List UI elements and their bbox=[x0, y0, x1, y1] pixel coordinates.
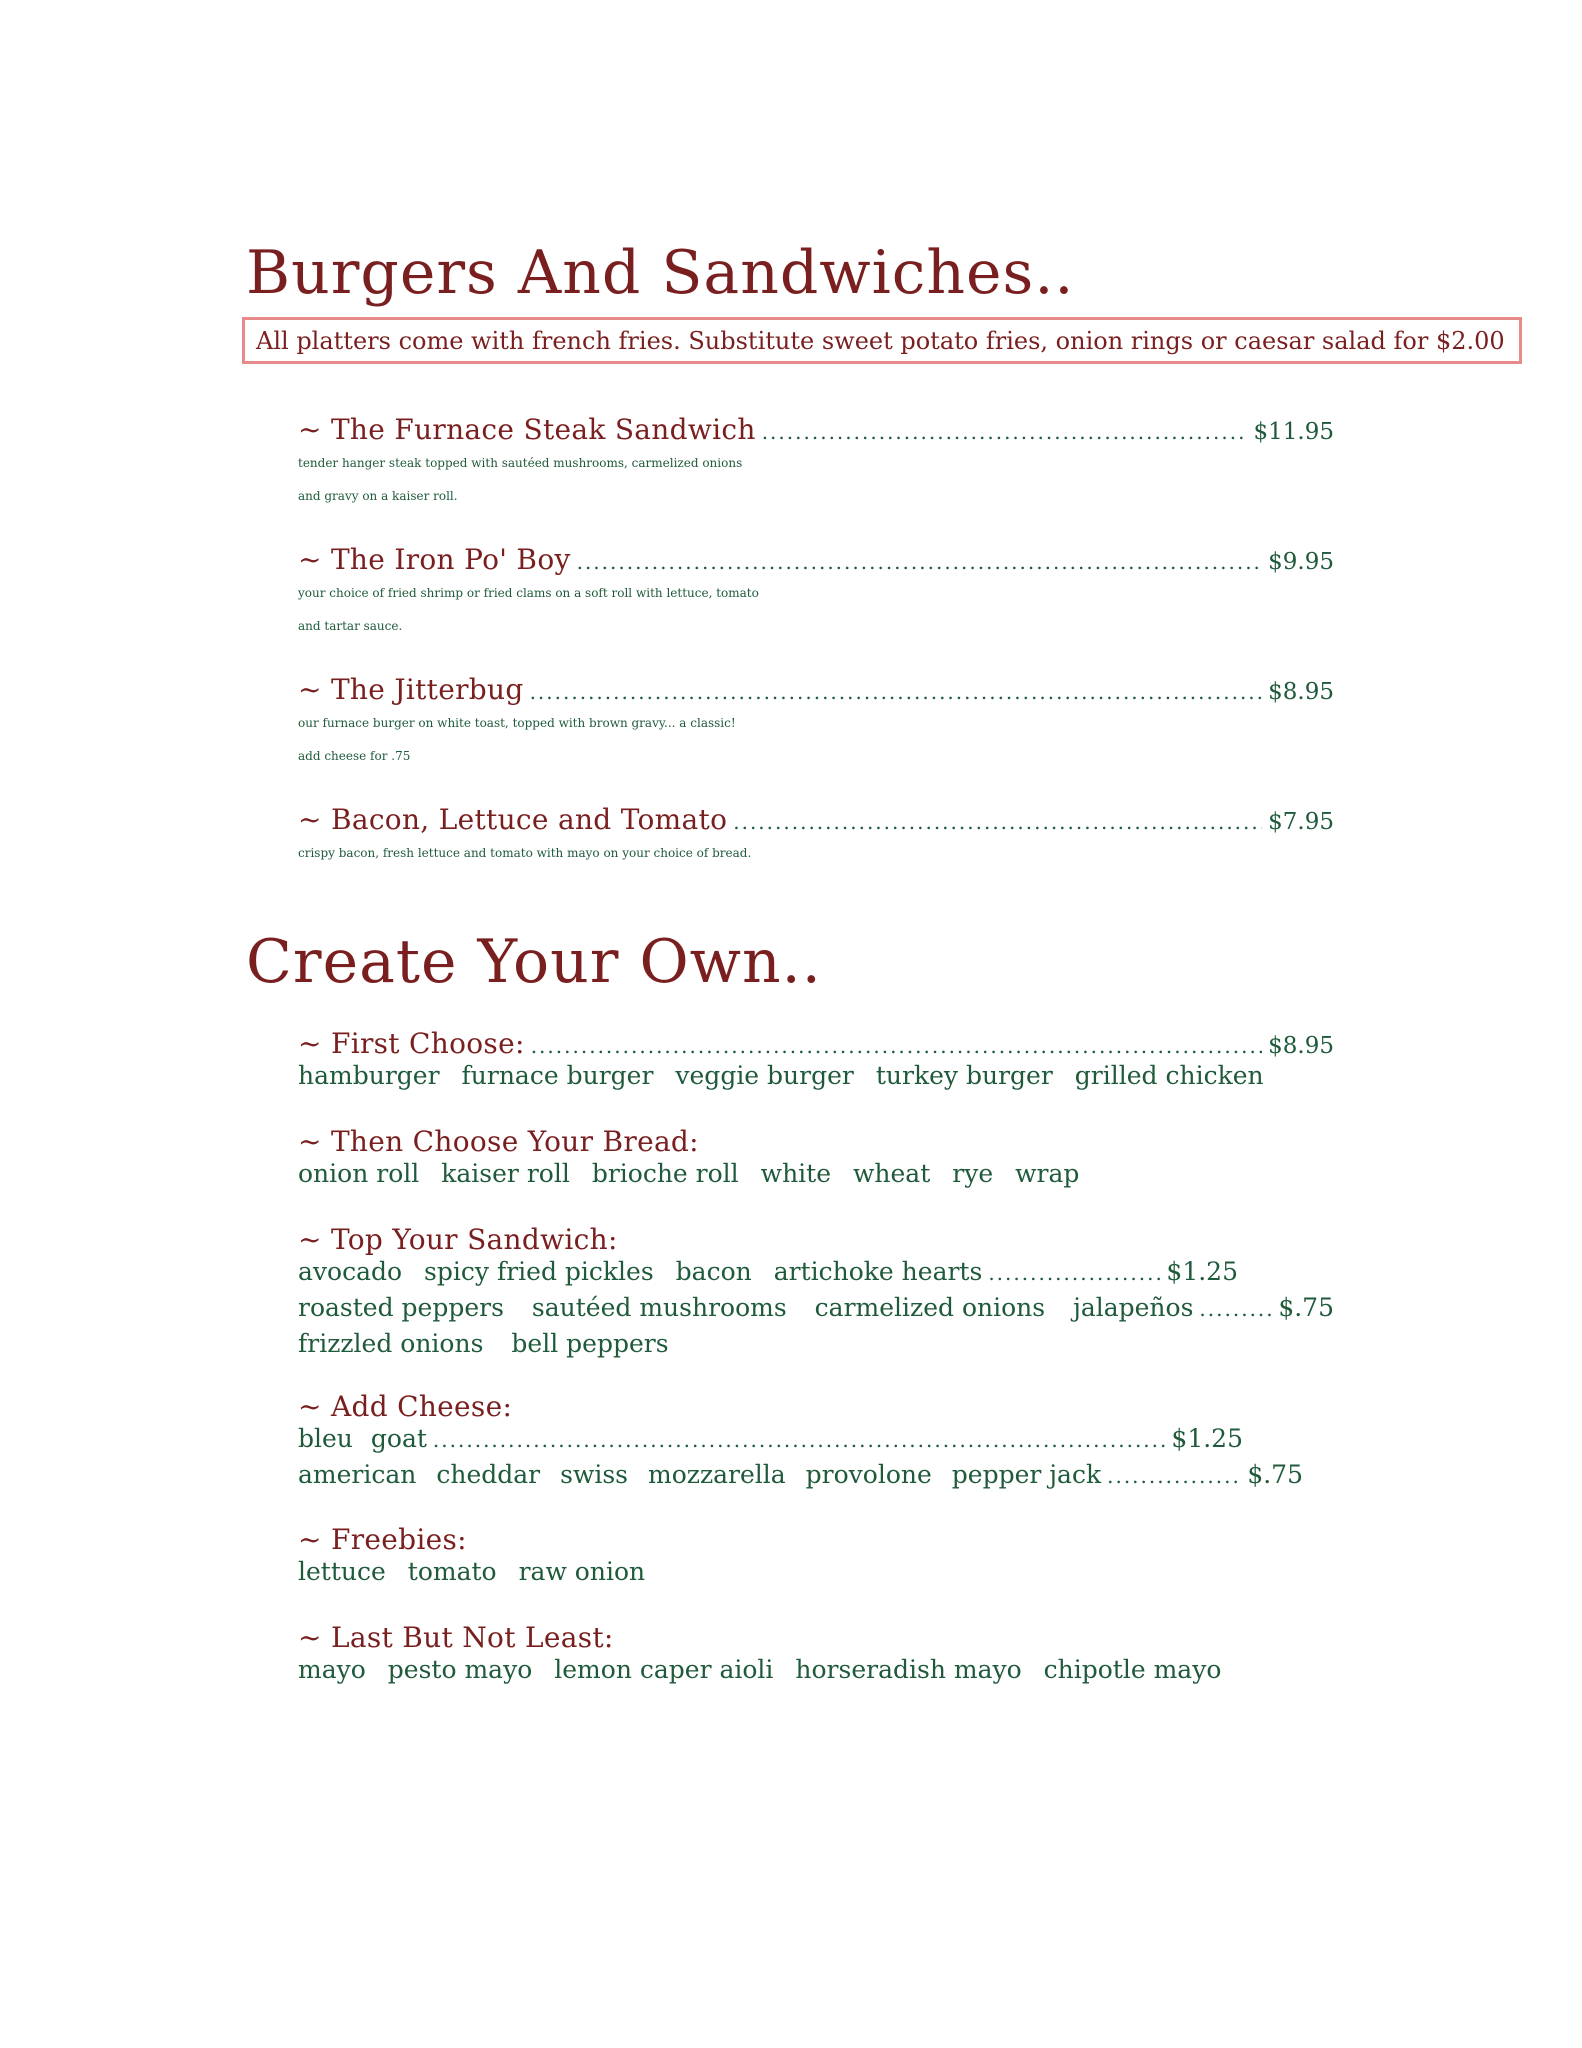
step-name: ~ Add Cheese: bbox=[298, 1390, 513, 1423]
item-name: ~ Bacon, Lettuce and Tomato bbox=[298, 803, 728, 836]
option: roasted peppers bbox=[298, 1293, 504, 1322]
item-description-line: add cheese for .75 bbox=[298, 749, 411, 763]
burgers-section-title: Burgers And Sandwiches.. bbox=[246, 238, 1075, 308]
cheese-line-1 bbox=[298, 1424, 1243, 1460]
leader-dots bbox=[1107, 1464, 1241, 1488]
menu-item-iron-po-boy bbox=[298, 543, 1334, 643]
create-bread bbox=[298, 1125, 1334, 1195]
leader-dots bbox=[988, 1261, 1160, 1285]
option: sautéed mushrooms bbox=[531, 1293, 787, 1322]
option: carmelized onions bbox=[814, 1293, 1046, 1322]
option: lettuce bbox=[298, 1557, 386, 1586]
leader-dots bbox=[433, 1428, 1166, 1452]
cheese-line-2 bbox=[298, 1460, 1303, 1496]
option: spicy fried pickles bbox=[424, 1257, 654, 1286]
option: artichoke hearts bbox=[773, 1257, 983, 1286]
option: raw onion bbox=[518, 1557, 646, 1586]
option: bleu bbox=[298, 1424, 353, 1453]
item-name: ~ The Iron Po' Boy bbox=[298, 543, 571, 576]
topping-line-1 bbox=[298, 1257, 1238, 1293]
create-toppings bbox=[298, 1223, 1334, 1365]
option: american bbox=[298, 1460, 417, 1489]
step-price: $8.95 bbox=[1268, 1033, 1334, 1059]
option: veggie burger bbox=[675, 1061, 854, 1090]
cheese-price: $.75 bbox=[1247, 1460, 1303, 1489]
platter-note-text: All platters come with french fries. Substitute sweet potato fries, onion rings or caesar salad for $2.00 bbox=[256, 326, 1505, 355]
option: pepper jack bbox=[951, 1460, 1102, 1489]
leader-dots bbox=[1199, 1297, 1272, 1321]
option: hamburger bbox=[298, 1061, 440, 1090]
item-name: ~ The Furnace Steak Sandwich bbox=[298, 413, 756, 446]
option: wrap bbox=[1015, 1159, 1080, 1188]
item-price: $7.95 bbox=[1268, 809, 1334, 835]
option: horseradish mayo bbox=[795, 1655, 1022, 1684]
item-price: $9.95 bbox=[1268, 549, 1334, 575]
create-section-title: Create Your Own.. bbox=[246, 927, 822, 997]
topping-price: $.75 bbox=[1278, 1293, 1334, 1322]
option: goat bbox=[370, 1424, 427, 1453]
create-first-choose bbox=[298, 1027, 1334, 1097]
option: grilled chicken bbox=[1074, 1061, 1264, 1090]
menu-item-blt bbox=[298, 803, 1334, 870]
option: bell peppers bbox=[511, 1329, 669, 1358]
option: turkey burger bbox=[875, 1061, 1053, 1090]
leader-dots bbox=[577, 550, 1263, 574]
option: pesto mayo bbox=[387, 1655, 533, 1684]
option-list bbox=[298, 1557, 1334, 1593]
topping-line-2 bbox=[298, 1293, 1334, 1329]
option-list bbox=[298, 1061, 1334, 1097]
option: provolone bbox=[805, 1460, 932, 1489]
option: avocado bbox=[298, 1257, 403, 1286]
menu-item-furnace-steak bbox=[298, 413, 1334, 513]
option: brioche roll bbox=[591, 1159, 739, 1188]
topping-line-3 bbox=[298, 1329, 1334, 1365]
option-list bbox=[298, 1159, 1334, 1195]
item-description-line: your choice of fried shrimp or fried clams on a soft roll with lettuce, tomato bbox=[298, 586, 759, 600]
item-price: $8.95 bbox=[1268, 679, 1334, 705]
topping-price: $1.25 bbox=[1166, 1257, 1238, 1286]
option: jalapeños bbox=[1073, 1293, 1194, 1322]
leader-dots bbox=[530, 680, 1263, 704]
leader-dots bbox=[733, 810, 1262, 834]
step-name: ~ First Choose: bbox=[298, 1027, 525, 1060]
option: kaiser roll bbox=[441, 1159, 570, 1188]
option: onion roll bbox=[298, 1159, 420, 1188]
option: tomato bbox=[407, 1557, 497, 1586]
item-price: $11.95 bbox=[1253, 419, 1334, 445]
item-name: ~ The Jitterbug bbox=[298, 673, 524, 706]
create-cheese bbox=[298, 1390, 1334, 1496]
option-list bbox=[298, 1655, 1334, 1691]
item-description-line: and tartar sauce. bbox=[298, 619, 403, 633]
step-name: ~ Freebies: bbox=[298, 1523, 467, 1556]
item-description-line: crispy bacon, fresh lettuce and tomato with mayo on your choice of bread. bbox=[298, 846, 752, 860]
option: white bbox=[760, 1159, 832, 1188]
step-name: ~ Then Choose Your Bread: bbox=[298, 1125, 699, 1158]
leader-dots bbox=[762, 420, 1248, 444]
create-condiments bbox=[298, 1621, 1334, 1691]
cheese-price: $1.25 bbox=[1171, 1424, 1243, 1453]
option: chipotle mayo bbox=[1043, 1655, 1222, 1684]
item-description-line: tender hanger steak topped with sautéed mushrooms, carmelized onions bbox=[298, 456, 743, 470]
option: mayo bbox=[298, 1655, 366, 1684]
option: bacon bbox=[675, 1257, 752, 1286]
platter-note bbox=[242, 317, 1522, 364]
item-description-line: and gravy on a kaiser roll. bbox=[298, 489, 458, 503]
create-freebies bbox=[298, 1523, 1334, 1593]
option: cheddar bbox=[436, 1460, 541, 1489]
leader-dots bbox=[531, 1034, 1262, 1058]
item-description-line: our furnace burger on white toast, topped with brown gravy... a classic! bbox=[298, 716, 736, 730]
menu-item-jitterbug bbox=[298, 673, 1334, 773]
option: furnace burger bbox=[461, 1061, 654, 1090]
option: frizzled onions bbox=[298, 1329, 484, 1358]
step-name: ~ Top Your Sandwich: bbox=[298, 1223, 618, 1256]
option: mozzarella bbox=[648, 1460, 786, 1489]
option: rye bbox=[952, 1159, 994, 1188]
option: wheat bbox=[853, 1159, 931, 1188]
step-name: ~ Last But Not Least: bbox=[298, 1621, 614, 1654]
option: swiss bbox=[560, 1460, 629, 1489]
option: lemon caper aioli bbox=[554, 1655, 774, 1684]
